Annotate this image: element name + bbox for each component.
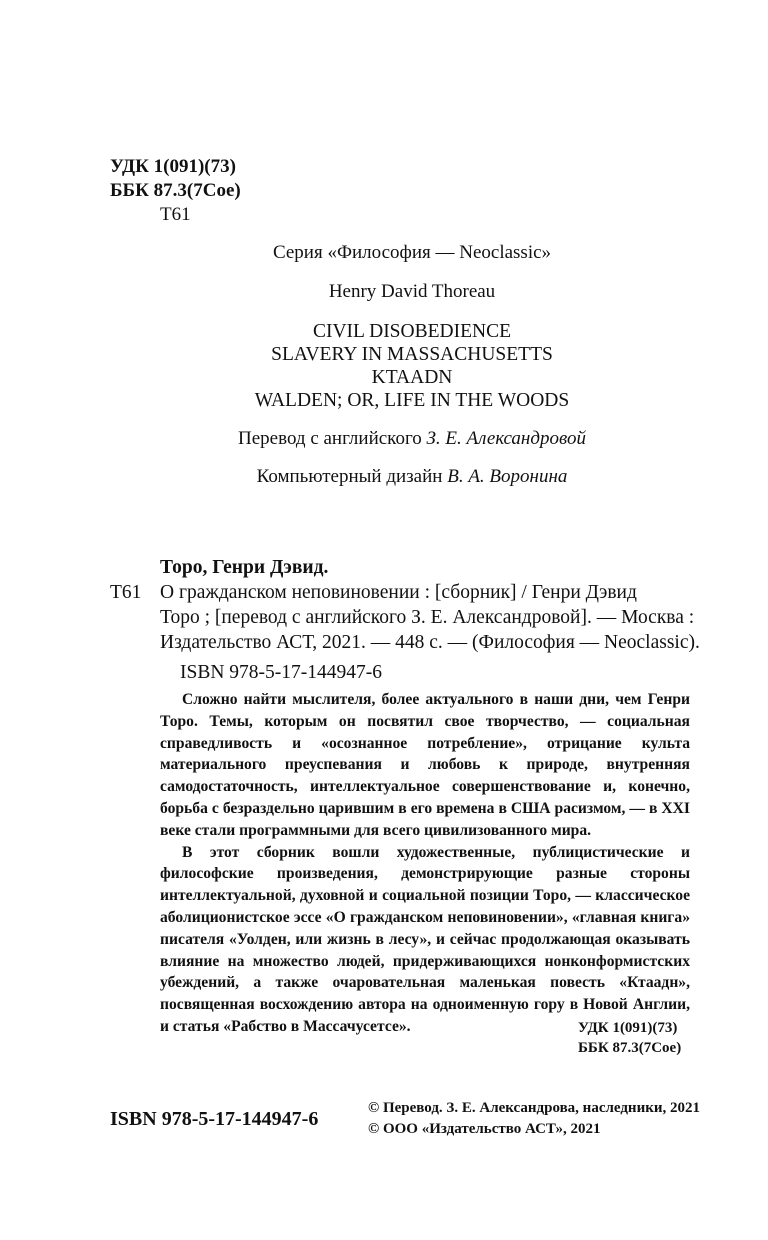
original-title-3: KTAADN — [371, 367, 453, 388]
original-title-2: SLAVERY IN MASSACHUSETTS — [271, 344, 553, 365]
copyright-publisher: © ООО «Издательство АСТ», 2021 — [368, 1121, 601, 1137]
annotation-paragraph-2: В этот сборник вошли художественные, публицистические и философские произведения, демонстрирующие разные стороны интеллектуальной, духовной и социальной позиции Торо, — классическое аболиционистское эссе «О гражданском неповиновении», «главная книга» писателя «Уолден, или жизнь в лесу», и сейчас продолжающая оказывать влияние на множество людей, придерживающихся нонконформистских убеждений, а также очаровательная маленькая повесть «Ктаадн», посвященная восхождению автора на одноименную гору в Новой Англии, и статья «Рабство в Массачусетсе». — [160, 843, 690, 1035]
udk-code: УДК 1(091)(73) — [110, 156, 236, 177]
original-title-1: CIVIL DISOBEDIENCE — [312, 321, 512, 342]
designer-name: В. А. Воронина — [447, 466, 568, 487]
bottom-bbk: ББК 87.3(7Сое) — [578, 1040, 682, 1056]
bib-mark: Т61 — [110, 582, 142, 603]
annotation-paragraph-1: Сложно найти мыслителя, более актуального в наши дни, чем Генри Торо. Темы, которым он посвятил свое творчество, — социальная справедливость и «осознанное потребление», отрицание культа материального преуспевания и любовь к природе, внутренняя самодостаточность, интеллектуальное совершенствование и, конечно, борьба с безраздельно царившим в его времена в США расизмом, — в XXI веке стали программными для всего цивилизованного мира. — [160, 691, 690, 839]
author-mark: Т61 — [160, 204, 191, 225]
bib-line-1: О гражданском неповиновении : [сборник] / Генри Дэвид — [160, 582, 637, 603]
bib-line-2: Торо ; [перевод с английского З. Е. Александровой]. — Москва : — [160, 607, 695, 628]
bbk-code: ББК 87.3(7Сое) — [110, 180, 241, 201]
bib-isbn: ISBN 978-5-17-144947-6 — [180, 662, 383, 683]
bib-line-3: Издательство АСТ, 2021. — 448 с. — (Философия — Neoclassic). — [160, 632, 700, 653]
series-title: Серия «Философия — Neoclassic» — [272, 242, 552, 263]
translation-credit — [28, 428, 768, 450]
annotation — [160, 689, 690, 1038]
translation-prefix: Перевод с английского — [238, 428, 427, 449]
footer-isbn: ISBN 978-5-17-144947-6 — [110, 1108, 319, 1130]
design-prefix: Компьютерный дизайн — [256, 466, 448, 487]
original-titles — [28, 320, 768, 412]
copyright-translation: © Перевод. З. Е. Александрова, наследники, 2021 — [368, 1100, 701, 1116]
design-credit — [28, 466, 768, 488]
original-title-4: WALDEN; OR, LIFE IN THE WOODS — [254, 390, 570, 411]
original-author: Henry David Thoreau — [328, 281, 496, 302]
bib-heading: Торо, Генри Дэвид. — [160, 557, 329, 578]
translator-name: З. Е. Александровой — [426, 428, 586, 449]
bottom-udk: УДК 1(091)(73) — [578, 1020, 678, 1036]
